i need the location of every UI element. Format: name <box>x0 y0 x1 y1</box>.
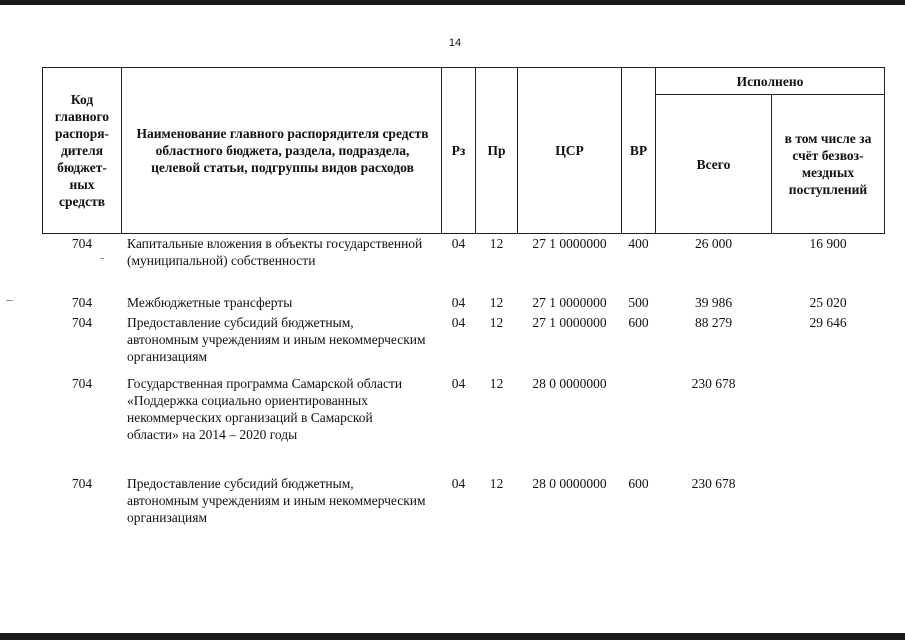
scan-speck <box>6 300 13 301</box>
row-rz: 04 <box>451 295 466 310</box>
row-vr: 500 <box>628 295 649 310</box>
row-pr: 12 <box>489 476 504 491</box>
row-pr: 12 <box>489 376 504 391</box>
row-code: 704 <box>71 295 93 310</box>
scan-edge-bottom <box>0 633 905 640</box>
row-name: Государственная программа Самарской области «Поддержка социально ориентированных некоммерческих организаций в Самарской области» на 2014 – 2020 годы <box>127 376 403 442</box>
header-pr-label: Пр <box>487 143 506 158</box>
row-code: 704 <box>71 476 93 491</box>
header-csr-label: ЦСР <box>555 143 584 158</box>
row-vr: 600 <box>628 315 649 330</box>
row-rz: 04 <box>451 236 466 251</box>
row-total: 39 986 <box>694 295 733 310</box>
row-rz: 04 <box>451 315 466 330</box>
row-code: 704 <box>71 315 93 330</box>
scan-edge-top <box>0 0 905 5</box>
row-csr: 28 0 0000000 <box>532 376 607 391</box>
row-total: 230 678 <box>691 376 736 391</box>
row-name: Предоставление субсидий бюджетным, автономным учреждениям и иным некоммерческим организациям <box>127 476 426 525</box>
row-total: 26 000 <box>694 236 733 251</box>
row-pr: 12 <box>489 295 504 310</box>
row-code: 704 <box>71 376 93 391</box>
row-name: Межбюджетные трансферты <box>127 295 293 310</box>
row-csr: 28 0 0000000 <box>532 476 607 491</box>
header-executed-label: Исполнено <box>736 73 804 89</box>
row-total: 88 279 <box>694 315 733 330</box>
header-vr-label: ВР <box>629 143 648 158</box>
row-rz: 04 <box>451 476 466 491</box>
row-pr: 12 <box>489 315 504 330</box>
header-gratuitous-label: в том числе за счёт безвоз-мездных поступлений <box>784 131 872 197</box>
row-gratuitous: 16 900 <box>809 236 847 251</box>
row-csr: 27 1 0000000 <box>532 315 607 330</box>
row-name: Предоставление субсидий бюджетным, автономным учреждениям и иным некоммерческим организациям <box>127 315 426 364</box>
row-csr: 27 1 0000000 <box>532 236 607 251</box>
scan-speck <box>100 258 104 259</box>
header-total-label: Всего <box>696 156 731 172</box>
row-total: 230 678 <box>691 476 736 491</box>
row-name: Капитальные вложения в объекты государственной (муниципальной) собственности <box>127 236 423 268</box>
page-number: 14 <box>448 37 462 49</box>
row-vr: 600 <box>628 476 649 491</box>
row-code: 704 <box>71 236 93 251</box>
row-gratuitous: 29 646 <box>809 315 847 330</box>
row-gratuitous: 25 020 <box>809 295 847 310</box>
header-code-label: Код главного распоря-дителя бюджет-ных средств <box>54 92 110 209</box>
row-csr: 27 1 0000000 <box>532 295 607 310</box>
row-pr: 12 <box>489 236 504 251</box>
header-rz-label: Рз <box>451 143 466 158</box>
header-name-label: Наименование главного распорядителя средств областного бюджета, раздела, подраздела, целевой статьи, подгруппы видов расходов <box>136 126 429 175</box>
row-rz: 04 <box>451 376 466 391</box>
row-vr: 400 <box>628 236 649 251</box>
